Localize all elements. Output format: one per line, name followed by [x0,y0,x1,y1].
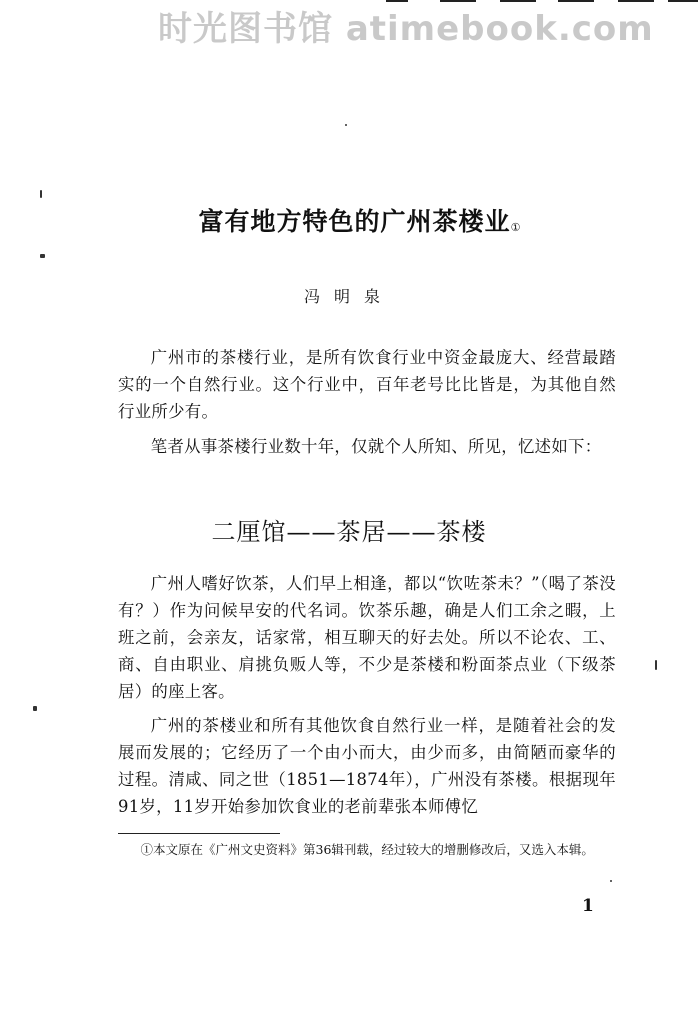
footnote-rule [118,833,280,834]
article-title [140,202,580,238]
intro-paragraph: 笔者从事茶楼行业数十年，仅就个人所知、所见，忆述如下： [150,437,602,456]
top-scan-line [440,0,476,2]
scan-speck [33,706,37,711]
scan-speck [655,660,657,670]
footnote: ①本文原在《广州文史资料》第36辑刊载，经过较大的增删修改后，又选入本辑。 [140,842,594,857]
top-scan-line [500,0,536,2]
body-paragraph: 广州人嗜好饮茶，人们早上相逢，都以“饮咗茶未？”（喝了茶没有？）作为问候早安的代名词。饮茶乐趣，确是人们工余之暇，上班之前，会亲友，话家常，相互聊天的好去处。所以不论农、工、商、自由职业、肩挑负贩人等，不少是茶楼和粉面茶点业（下级茶居）的座上客。 [118,574,616,701]
intro-paragraph: 广州市的茶楼行业，是所有饮食行业中资金最庞大、经营最踏实的一个自然行业。这个行业中，百年老号比比皆是，为其他自然行业所少有。 [118,348,616,421]
top-scan-line [668,0,698,2]
page-number: 1 [582,896,594,916]
title-footnote-mark: ① [510,221,522,234]
section-heading: 二厘馆——茶居——茶楼 [211,518,487,546]
watermark: 时光图书馆 atimebook.com [158,9,654,49]
body-paragraph: 广州的茶楼业和所有其他饮食自然行业一样，是随着社会的发展而发展的；它经历了一个由小而大，由少而多，由简陋而豪华的过程。清咸、同之世（1851—1874年），广州没有茶楼。根据现年91岁，11岁开始参加饮食业的老前辈张本师傅忆 [118,716,616,816]
top-scan-line [386,0,408,2]
scan-speck [40,190,42,198]
scan-speck [610,880,612,882]
author-name: 冯明泉 [303,287,394,306]
top-scan-line [618,0,654,2]
scan-speck [40,254,45,258]
scan-speck [345,124,347,126]
article-title-text: 富有地方特色的广州茶楼业 [198,207,511,236]
top-scan-line [558,0,594,2]
